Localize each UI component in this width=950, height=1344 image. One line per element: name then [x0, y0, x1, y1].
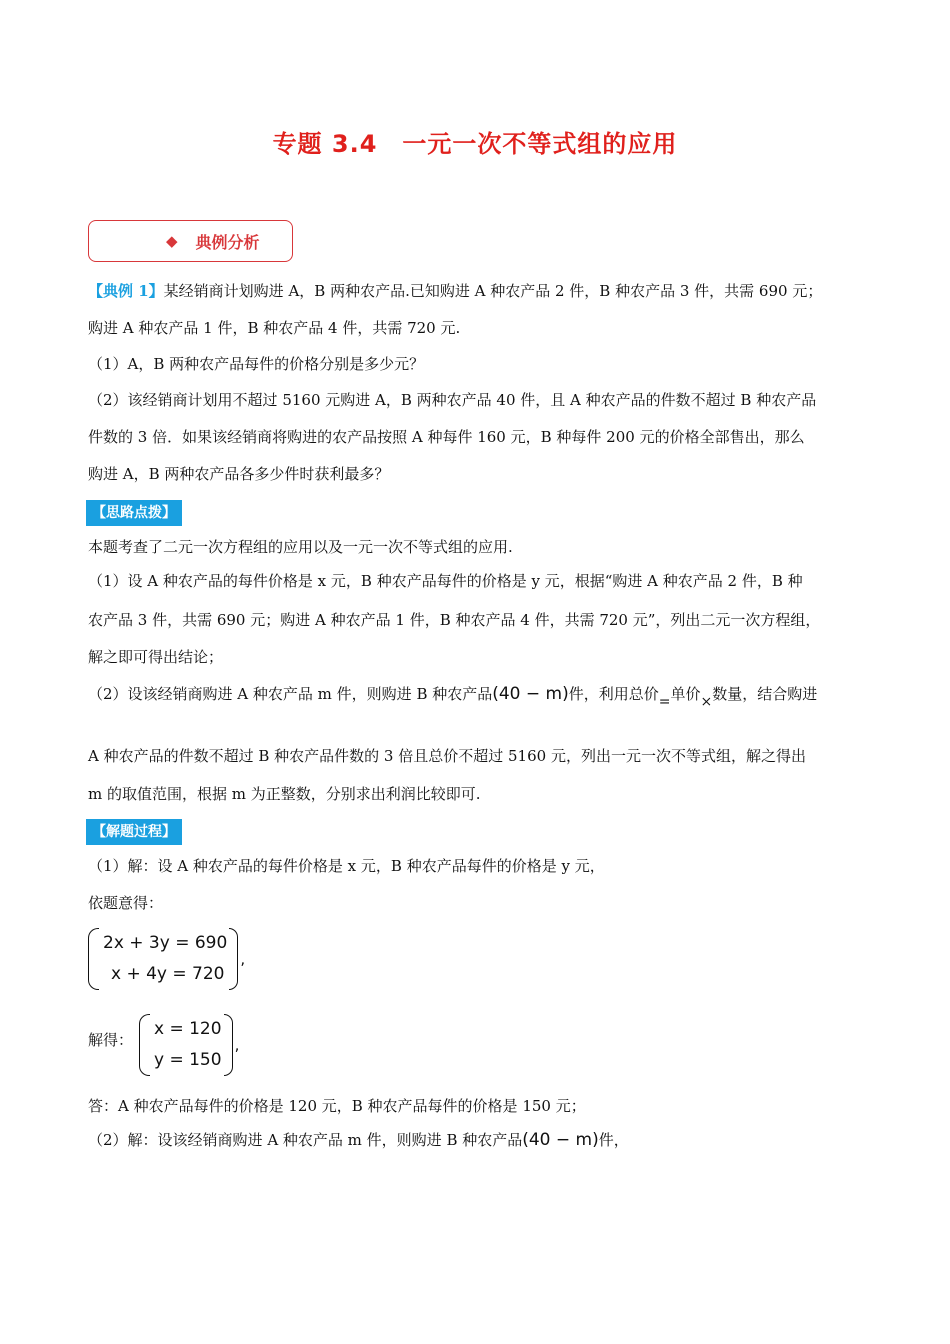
solution-step-1: （1）解：设 A 种农产品的每件价格是 x 元，B 种农产品每件的价格是 y 元，: [88, 857, 605, 875]
solution-tag: 【解题过程】: [86, 819, 182, 845]
solution-solve-label: 解得：: [88, 1031, 134, 1049]
solution-step-2-post: 件，: [598, 1131, 629, 1149]
hint-p2-line-2: A 种农产品的件数不超过 B 种农产品件数的 3 倍且总价不超过 5160 元，列出一元一次不等式组，解之得出: [88, 747, 806, 765]
example-tag: 【典例 1】: [88, 282, 164, 300]
example-text-1: 某经销商计划购进 A，B 两种农产品.已知购进 A 种农产品 2 件，B 种农产品 3 件，共需 690 元；: [163, 282, 823, 300]
right-paren: [224, 1014, 233, 1076]
question-2-line-3: 购进 A，B 两种农产品各多少件时获利最多？: [88, 465, 390, 483]
hint-p2-pre: （2）设该经销商购进 A 种农产品 m 件，则购进 B 种农产品: [88, 685, 493, 703]
section-header: [88, 220, 293, 262]
left-brace: [139, 1014, 150, 1076]
left-brace: [88, 928, 99, 990]
hint-p1-line-2: 农产品 3 件，共需 690 元；购进 A 种农产品 1 件，B 种农产品 4 件，共需 720 元”，列出二元一次方程组，: [88, 611, 821, 629]
hint-p2-line-1: [88, 684, 868, 710]
equation-1: 2x + 3y = 690: [103, 933, 228, 953]
hint-p2-equals: =: [658, 694, 671, 710]
hint-p2-paren: (40 − m): [492, 684, 569, 704]
hint-p2-mid2: 单价: [670, 685, 701, 703]
hint-p1-line-1: （1）设 A 种农产品的每件价格是 x 元，B 种农产品每件的价格是 y 元，根据“购进 A 种农产品 2 件，B 种: [88, 572, 803, 590]
equation-system-2: [139, 1014, 239, 1076]
right-paren: [229, 928, 238, 990]
page-title: 专题 3.4 一元一次不等式组的应用: [272, 130, 678, 158]
equation-system-2-comma: ,: [234, 1036, 240, 1054]
equation-system-1-comma: ,: [240, 950, 246, 968]
question-2-line-1: （2）该经销商计划用不超过 5160 元购进 A，B 两种农产品 40 件，且 A 种农产品的件数不超过 B 种农产品: [88, 391, 817, 409]
answer-1: 答：A 种农产品每件的价格是 120 元，B 种农产品每件的价格是 150 元；: [88, 1097, 586, 1115]
diamond-icon: ◆: [166, 232, 178, 250]
question-1: （1）A，B 两种农产品每件的价格分别是多少元？: [88, 355, 425, 373]
example-line-2: 购进 A 种农产品 1 件，B 种农产品 4 件，共需 720 元.: [88, 319, 461, 337]
equation-2: x + 4y = 720: [111, 964, 225, 984]
hint-tag: 【思路点拨】: [86, 500, 182, 526]
hint-p2-mid1: 件，利用总价: [568, 685, 659, 703]
solution-step-1b: 依题意得：: [88, 894, 164, 912]
solution-y: y = 150: [154, 1050, 222, 1070]
solution-x: x = 120: [154, 1019, 222, 1039]
equation-system-1: [88, 928, 245, 990]
hint-p2-post: 数量，结合购进: [712, 685, 818, 703]
hint-intro: 本题考查了二元一次方程组的应用以及一元一次不等式组的应用.: [88, 538, 513, 556]
question-2-line-2: 件数的 3 倍．如果该经销商将购进的农产品按照 A 种每件 160 元，B 种每件 200 元的价格全部售出，那么: [88, 428, 805, 446]
section-label: 典例分析: [195, 232, 260, 252]
hint-p2-line-3: m 的取值范围，根据 m 为正整数，分别求出利润比较即可.: [88, 785, 481, 803]
solution-step-2: [88, 1130, 868, 1150]
example-line-1: [88, 281, 868, 301]
solution-step-2-paren: (40 − m): [522, 1130, 599, 1150]
solution-step-2-pre: （2）解：设该经销商购进 A 种农产品 m 件，则购进 B 种农产品: [88, 1131, 523, 1149]
hint-p1-line-3: 解之即可得出结论；: [88, 648, 224, 666]
hint-p2-times: ×: [700, 694, 713, 710]
